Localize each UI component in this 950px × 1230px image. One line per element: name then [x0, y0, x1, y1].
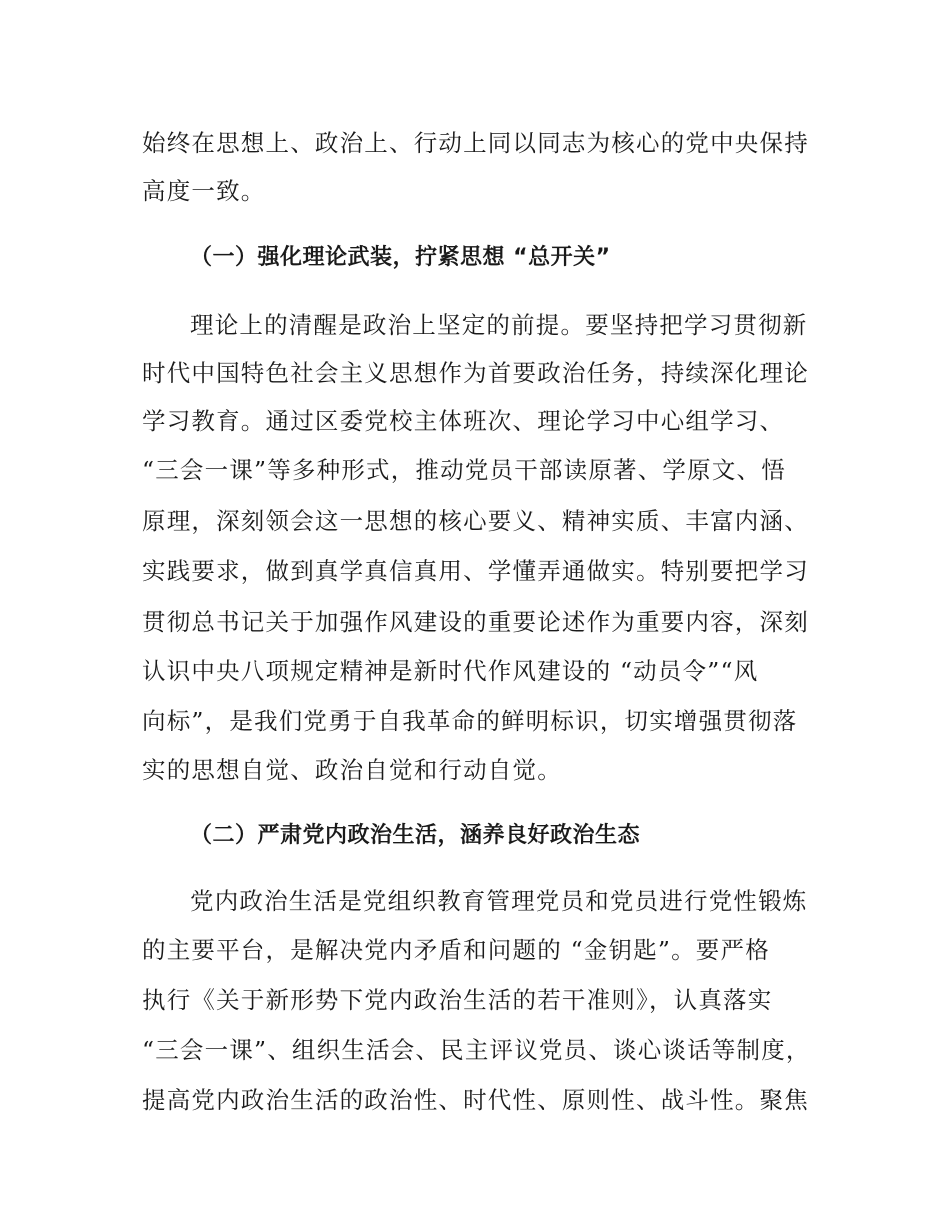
- paragraph-line: 理论上的清醒是政治上坚定的前提。要坚持把学习贯彻新: [190, 311, 808, 339]
- paragraph-line: 实的思想自觉、政治自觉和行动自觉。: [142, 756, 562, 784]
- paragraph-line: 学习教育。通过区委党校主体班次、理论学习中心组学习、: [142, 407, 785, 435]
- paragraph-line: 党内政治生活是党组织教育管理党员和党员进行党性锻炼: [190, 887, 808, 915]
- paragraph-line: 认识中央八项规定精神是新时代作风建设的 “动员令”“风: [142, 657, 759, 685]
- section-heading-2: （二）严肃党内政治生活，涵养良好政治生态: [190, 823, 641, 848]
- paragraph-line: 执行《关于新形势下党内政治生活的若干准则》，认真落实: [142, 986, 773, 1014]
- paragraph-line: 高度一致。: [142, 177, 266, 205]
- paragraph-line: 时代中国特色社会主义思想作为首要政治任务，持续深化理论: [142, 359, 809, 387]
- paragraph-line: 始终在思想上、政治上、行动上同以同志为核心的党中央保持: [142, 129, 809, 157]
- paragraph-line: 向标”，是我们党勇于自我革命的鲜明标识，切实增强贯彻落: [142, 707, 798, 735]
- paragraph-line: “三会一课”等多种形式，推动党员干部读原著、学原文、悟: [142, 456, 786, 484]
- paragraph-line: “三会一课”、组织生活会、民主评议党员、谈心谈话等制度，: [142, 1036, 811, 1064]
- paragraph-line: 原理，深刻领会这一思想的核心要义、精神实质、丰富内涵、: [142, 507, 809, 535]
- paragraph-line: 实践要求，做到真学真信真用、学懂弄通做实。特别要把学习: [142, 557, 809, 585]
- paragraph-line: 贯彻总书记关于加强作风建设的重要论述作为重要内容，深刻: [142, 608, 809, 636]
- paragraph-line: 提高党内政治生活的政治性、时代性、原则性、战斗性。聚焦: [142, 1086, 809, 1114]
- paragraph-line: 的主要平台，是解决党内矛盾和问题的 “金钥匙”。要严格: [142, 936, 770, 964]
- section-heading-1: （一）强化理论武装，拧紧思想 “总开关”: [190, 245, 611, 270]
